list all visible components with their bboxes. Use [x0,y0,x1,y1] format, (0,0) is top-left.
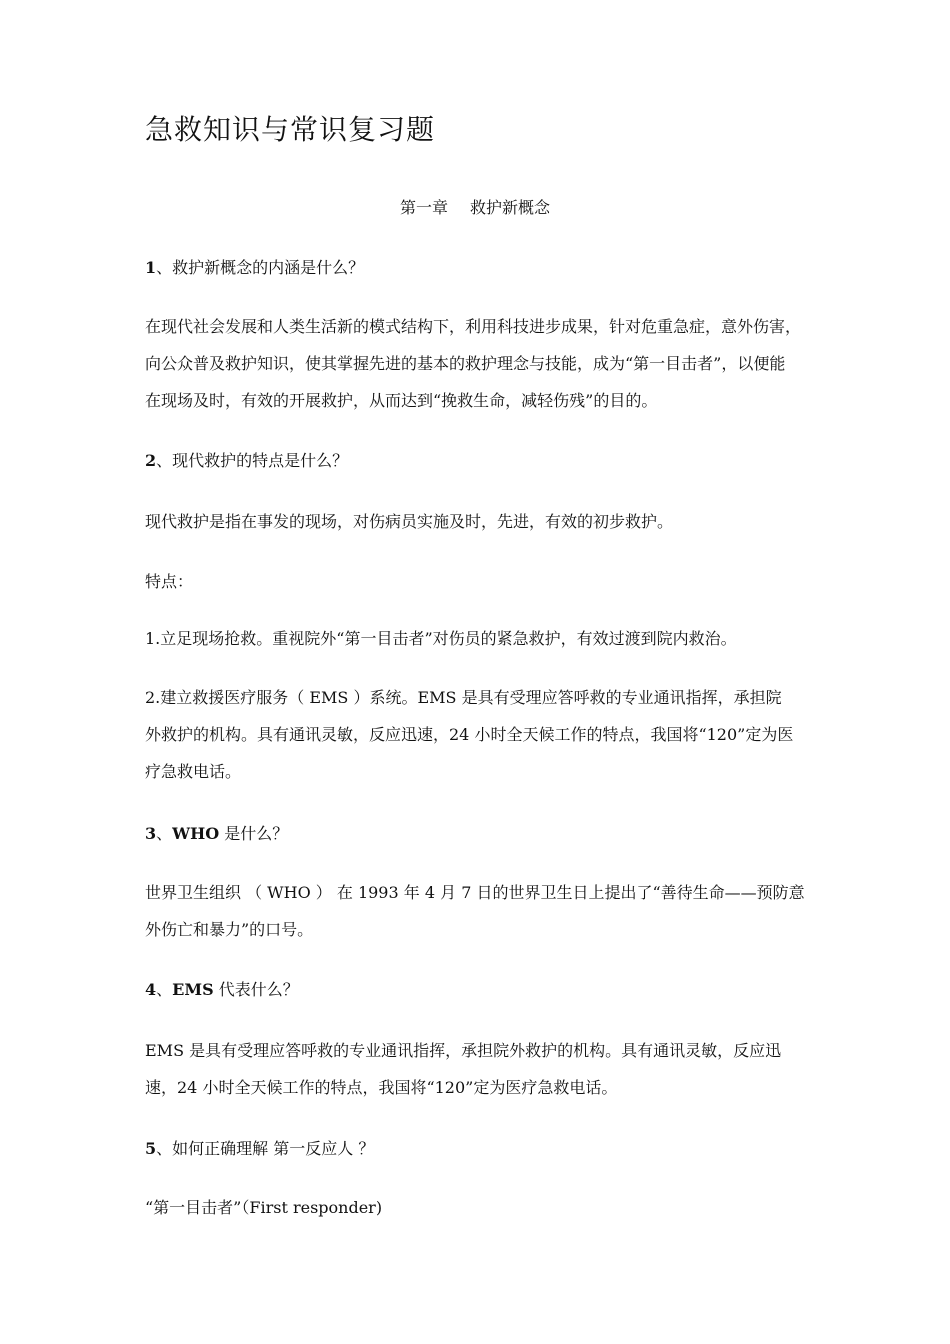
chapter-name: 救护新概念 [470,198,551,217]
feature-line: 疗急救电话。 [145,762,242,781]
feature-line: 2.建立救援医疗服务（ EMS ）系统。EMS 是具有受理应答呼救的专业通讯指挥，承担院 [145,688,782,707]
answer-5 [145,1189,810,1226]
feature-line: 外救护的机构。具有通讯灵敏，反应迅速，24 小时全天候工作的特点，我国将“120”定为医 [145,725,794,744]
question-5 [145,1130,810,1167]
question-text: 是什么？ [219,824,289,843]
feature-line: 1.立足现场抢救。重视院外“第一目击者”对伤员的紧急救护，有效过渡到院内救治。 [145,629,737,648]
chapter-label: 第一章 [399,198,448,217]
answer-3 [145,874,810,948]
question-1 [145,249,810,286]
answer-2 [145,503,810,540]
question-number: 5 [145,1139,157,1158]
answer-4 [145,1032,810,1106]
answer-line: EMS 是具有受理应答呼救的专业通讯指挥，承担院外救护的机构。具有通讯灵敏，反应迅 [145,1041,782,1060]
document-title: 急救知识与常识复习题 [145,113,436,146]
question-number: 3 [145,824,157,843]
answer-line: 速，24 小时全天候工作的特点，我国将“120”定为医疗急救电话。 [145,1078,618,1097]
feature-1 [145,620,810,657]
question-term: WHO [172,824,220,843]
answer-1 [145,308,810,419]
question-sep: 、 [156,824,173,843]
feature-2 [145,679,810,790]
question-number: 4 [145,980,157,999]
question-text: 、救护新概念的内涵是什么？ [156,258,365,277]
question-text: 、现代救护的特点是什么？ [156,451,349,470]
question-number: 1 [145,258,157,277]
question-2 [145,442,810,479]
answer-line: 外伤亡和暴力”的口号。 [145,920,314,939]
answer-line: 世界卫生组织 （ WHO ） 在 1993 年 4 月 7 日的世界卫生日上提出了“善待生命——预防意 [145,883,805,902]
answer-line: “第一目击者”（First responder) [145,1198,383,1217]
answer-line: 在现代社会发展和人类生活新的模式结构下，利用科技进步成果，针对危重急症，意外伤害， [145,317,802,336]
question-text: 、如何正确理解 第一反应人 ？ [156,1139,375,1158]
answer-line: 向公众普及救护知识，使其掌握先进的基本的救护理念与技能，成为“第一目击者”，以便能 [145,354,786,373]
features-label: 特点： [145,572,194,591]
question-text: 代表什么？ [213,980,299,999]
answer-line: 在现场及时，有效的开展救护，从而达到“挽救生命，减轻伤残”的目的。 [145,391,658,410]
answer-line: 现代救护是指在事发的现场，对伤病员实施及时，先进，有效的初步救护。 [145,512,674,531]
question-sep: 、 [156,980,173,999]
question-3 [145,815,810,852]
question-4 [145,971,810,1008]
question-term: EMS [172,980,214,999]
question-number: 2 [145,451,157,470]
chapter-heading [0,196,950,220]
